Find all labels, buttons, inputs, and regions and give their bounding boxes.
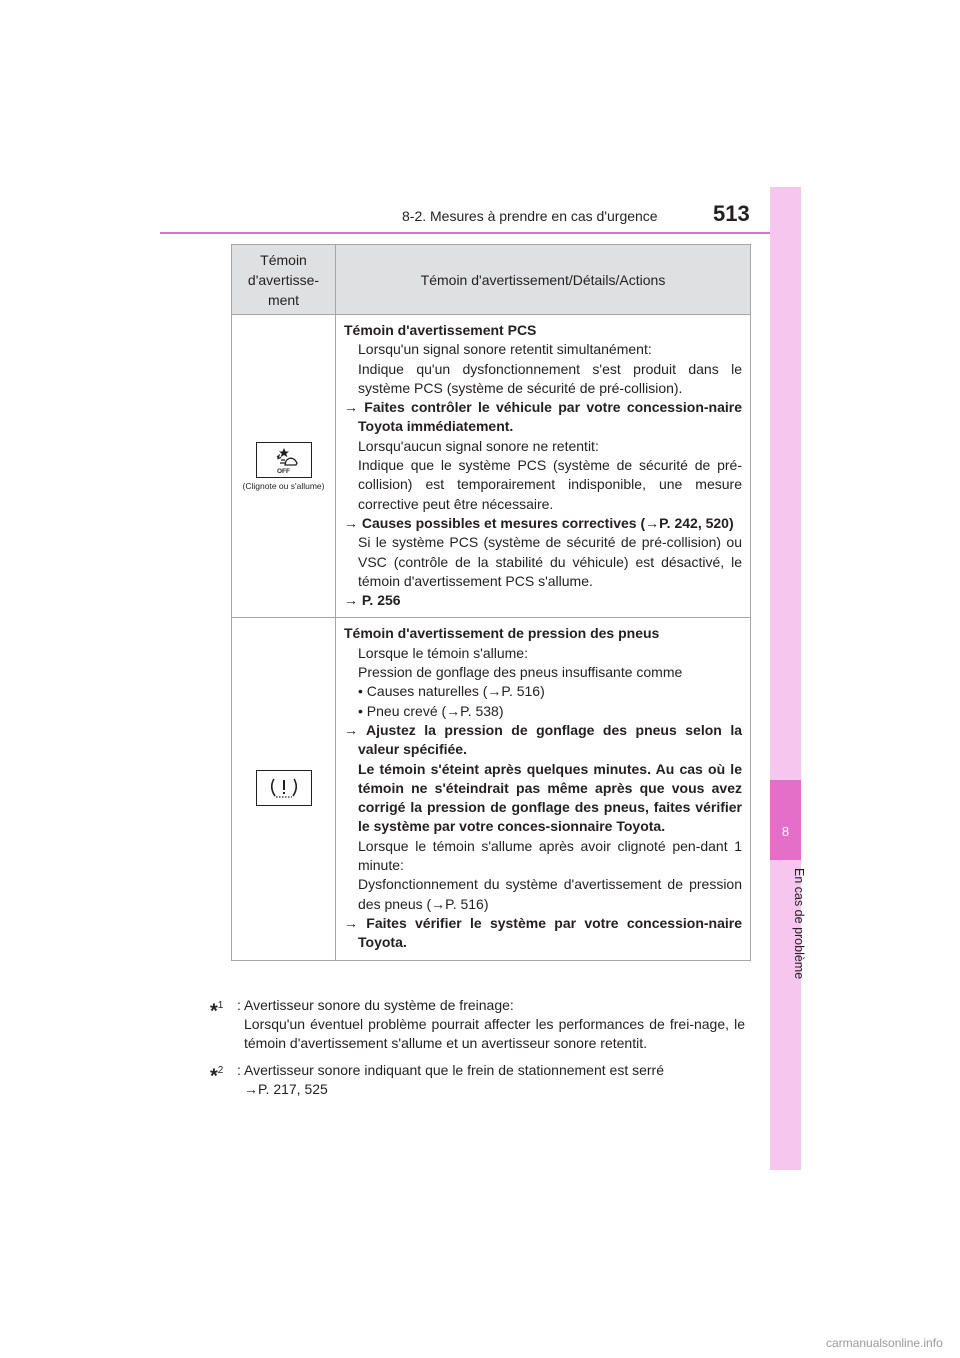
footnote-text: →P. 217, 525 [244,1081,328,1097]
row-title: Témoin d'avertissement PCS [344,322,537,338]
description-text: Pression de gonflage des pneus insuffisante comme [358,664,683,681]
side-chapter-number: 8 [781,824,790,839]
icon-cell [232,315,336,618]
action-text: → Faites contrôler le véhicule par votre concession-naire Toyota immédiatement. [344,399,742,435]
condition-text: Lorsque le témoin s'allume après avoir clignoté pen-dant 1 minute: [358,837,742,874]
footnote [210,1061,745,1099]
header-rule [160,232,800,234]
details-cell [336,315,751,618]
action-text: → Faites vérifier le système par votre concession-naire Toyota. [344,914,742,951]
watermark: carmanualsonline.info [826,1336,943,1350]
condition-text: Lorsqu'un signal sonore retentit simultanément: [358,341,652,358]
side-chapter-tab [770,187,801,1170]
icon-caption: (Clignote ou s'allume) [242,480,325,491]
details-cell [336,618,751,960]
footnote-text: : Avertisseur sonore indiquant que le frein de stationnement est serré [237,1062,664,1078]
condition-text: Lorsque le témoin s'allume: [358,644,528,661]
action-text: Le témoin s'éteint après quelques minutes. Au cas où le témoin ne s'éteindrait pas même après que vous avez corrigé la pression de gonflage des pneus, faites vérifier le système par votre conces-sionnaire Toyota. [358,760,742,835]
footnote-marker [210,996,223,1022]
description-text: Si le système PCS (système de sécurité de pré-collision) ou VSC (contrôle de la stabilité du véhicule) est désactivé, le témoin d'avertissement PCS s'allume. [358,534,742,589]
footnote [210,996,745,1053]
header-section-title: 8-2. Mesures à prendre en cas d'urgence [402,208,658,224]
column-header-details: Témoin d'avertissement/Détails/Actions [336,245,751,315]
footnotes [210,996,745,1107]
list-item: • Causes naturelles (→P. 516) [358,683,545,700]
condition-text: Lorsqu'aucun signal sonore ne retentit: [358,437,599,454]
footnote-text: : Avertisseur sonore du système de freinage: [237,997,514,1013]
description-text: Indique que le système PCS (système de sécurité de pré-collision) est temporairement indisponible, une mesure corrective peut être nécessaire. [358,457,742,512]
table-row [232,315,751,618]
side-chapter-title: En cas de problème [792,868,806,980]
action-text: → Ajustez la pression de gonflage des pneus selon la valeur spécifiée. [344,721,742,758]
table-row [232,618,751,960]
footnote-number: 1 [217,1000,224,1011]
footnote-text: Lorsqu'un éventuel problème pourrait affecter les performances de frei-nage, le témoin d'avertissement s'allume et un avertisseur sonore retentit. [244,1016,745,1051]
description-text: Dysfonctionnement du système d'avertissement de pression des pneus (→P. 516) [358,876,742,912]
footnote-star: * [210,1000,218,1023]
footnote-star: * [210,1065,218,1088]
footnote-marker [210,1061,223,1087]
column-header-warning-light: Témoin d'avertisse-ment [232,245,336,315]
side-chapter-tab-active [770,780,801,860]
pcs-off-label: OFF [277,467,290,475]
row-title: Témoin d'avertissement de pression des pneus [344,625,660,642]
list-item: • Pneu crevé (→P. 538) [358,702,504,719]
page-number: 513 [713,201,750,226]
footnote-number: 2 [217,1065,224,1076]
description-text: Indique qu'un dysfonctionnement s'est produit dans le système PCS (système de sécurité de pré-collision). [358,360,742,396]
action-text: → Causes possibles et mesures correctives (→P. 242, 520) [344,514,734,531]
pcs-warning-icon [256,442,312,478]
page-reference: → P. 256 [344,592,401,609]
icon-cell [232,618,336,960]
tire-pressure-warning-icon [256,770,312,806]
warning-lights-table [231,244,751,961]
